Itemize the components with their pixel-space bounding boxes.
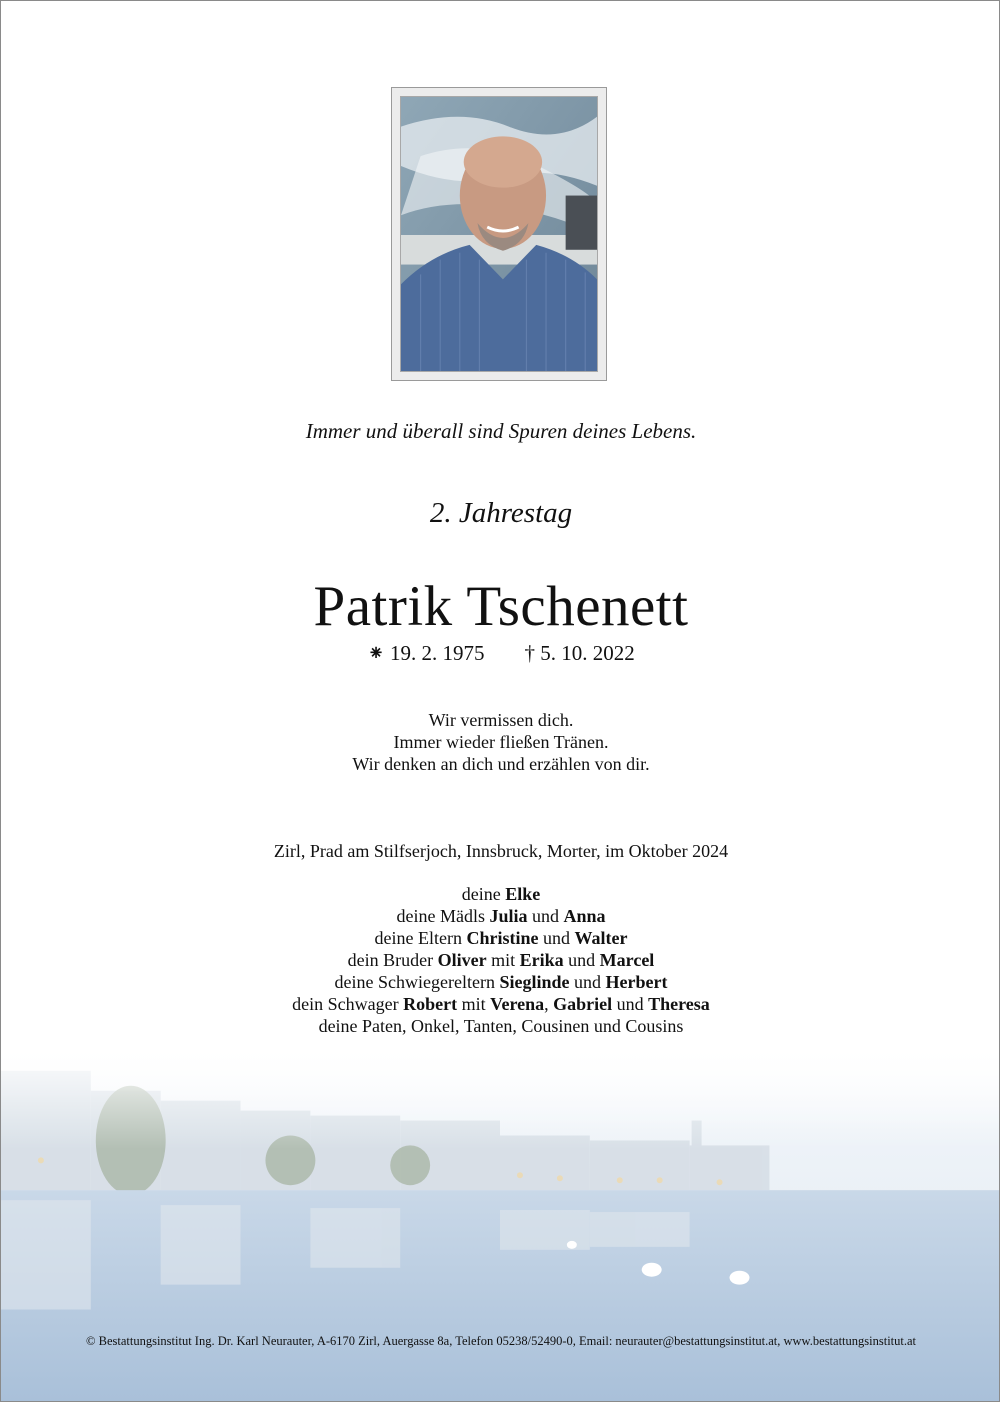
mourner-name: Robert <box>403 994 458 1014</box>
mourner-line <box>1 993 1000 1015</box>
mourner-relation: , <box>544 994 554 1014</box>
mourner-relation: deine Schwiegereltern <box>334 972 500 992</box>
verse-line: Wir vermissen dich. <box>428 710 574 730</box>
mourner-line <box>1 1015 1000 1037</box>
footer-imprint: © Bestattungsinstitut Ing. Dr. Karl Neurauter, A-6170 Zirl, Auergasse 8a, Telefon 05238/52490-0, Email: neurauter@bestattungsinstitut.at, www.bestattungsinstitut.at <box>85 1334 917 1348</box>
mourners-list <box>1 883 1000 1037</box>
mourner-name: Elke <box>505 884 541 904</box>
memorial-verse <box>1 709 1000 775</box>
mourner-name: Theresa <box>648 994 710 1014</box>
mourner-name: Gabriel <box>553 994 613 1014</box>
mourner-name: Julia <box>489 906 528 926</box>
deceased-name: Patrik Tschenett <box>313 575 689 638</box>
mourner-name: Anna <box>563 906 606 926</box>
birth-symbol: ⁕ <box>367 641 385 665</box>
anniversary-title: 2. Jahrestag <box>429 497 573 529</box>
mourner-relation: deine Mädls <box>396 906 490 926</box>
mourner-line <box>1 949 1000 971</box>
mourner-relation: deine <box>461 884 506 904</box>
mourner-relation: mit <box>486 950 520 970</box>
mourner-line <box>1 927 1000 949</box>
death-date: 5. 10. 2022 <box>540 641 635 665</box>
verse-line: Immer wieder fließen Tränen. <box>393 732 609 752</box>
mourner-name: Verena <box>490 994 545 1014</box>
mourner-relation: dein Schwager <box>292 994 404 1014</box>
mourner-relation: und <box>569 972 606 992</box>
mourner-name: Christine <box>466 928 539 948</box>
mourner-relation: mit <box>457 994 491 1014</box>
birth-date: 19. 2. 1975 <box>390 641 485 665</box>
mourner-line <box>1 971 1000 993</box>
mourner-name: Herbert <box>605 972 668 992</box>
portrait-photo <box>400 96 598 372</box>
motto-text: Immer und überall sind Spuren deines Lebens. <box>305 419 697 443</box>
life-dates <box>1 641 1000 666</box>
mourner-relation: und <box>612 994 649 1014</box>
portrait-frame <box>391 87 607 381</box>
mourner-name: Oliver <box>437 950 487 970</box>
mourner-name: Walter <box>574 928 628 948</box>
mourner-relation: deine Eltern <box>374 928 467 948</box>
mourner-relation: deine Paten, Onkel, Tanten, Cousinen und Cousins <box>318 1016 684 1036</box>
mourner-line <box>1 905 1000 927</box>
mourner-relation: und <box>527 906 564 926</box>
mourner-name: Sieglinde <box>499 972 570 992</box>
mourner-line <box>1 883 1000 905</box>
mourner-relation: und <box>538 928 575 948</box>
mourner-relation: und <box>563 950 600 970</box>
mourner-name: Erika <box>519 950 564 970</box>
place-and-date: Zirl, Prad am Stilfserjoch, Innsbruck, Morter, im Oktober 2024 <box>273 841 729 861</box>
verse-line: Wir denken an dich und erzählen von dir. <box>352 754 650 774</box>
death-cross: † <box>524 641 536 665</box>
mourner-name: Marcel <box>599 950 655 970</box>
mourner-relation: dein Bruder <box>347 950 438 970</box>
